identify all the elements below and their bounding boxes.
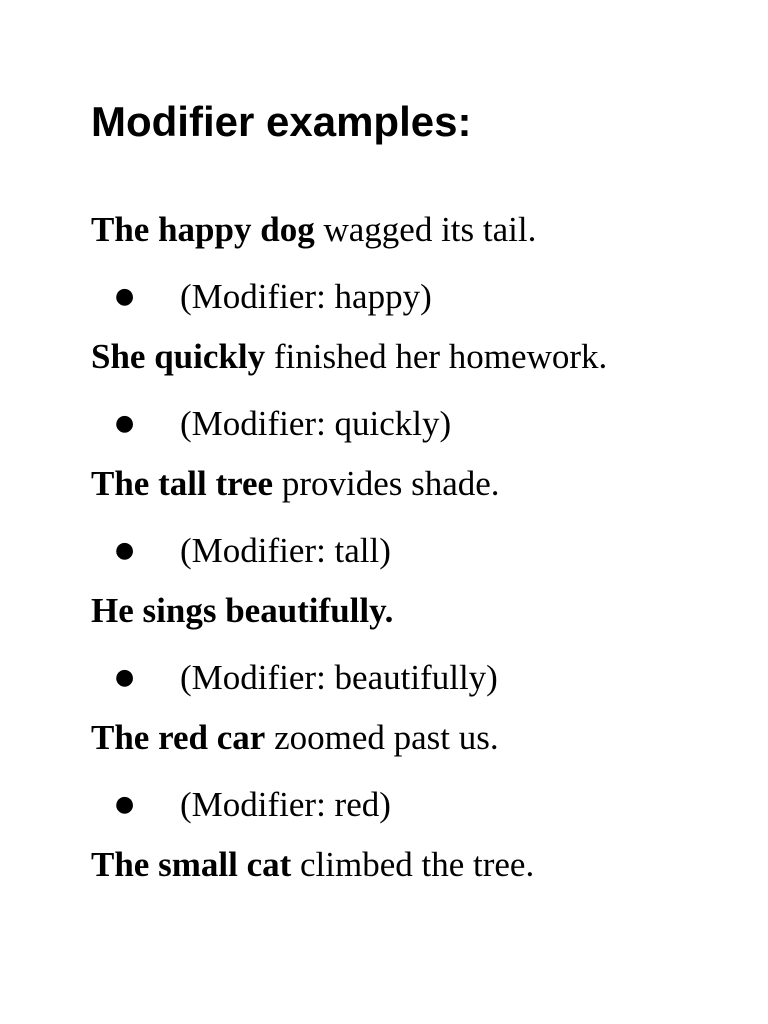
- modifier-note-text: (Modifier: happy): [180, 277, 432, 316]
- sentence-bold-part: The tall tree: [91, 464, 274, 503]
- sentence-rest: climbed the tree.: [291, 845, 535, 884]
- sentence-rest: wagged its tail.: [314, 210, 537, 249]
- bullet-icon: ●: [115, 665, 135, 690]
- example-sentence-2: [91, 337, 607, 377]
- example-sentence-5: [91, 718, 499, 758]
- sentence-rest: finished her homework.: [265, 337, 608, 376]
- modifier-note-text: (Modifier: beautifully): [180, 658, 498, 697]
- sentence-bold-part: She quickly: [91, 337, 266, 376]
- example-sentence-1: [91, 210, 536, 250]
- sentence-rest: zoomed past us.: [265, 718, 499, 757]
- document-title: Modifier examples:: [91, 98, 472, 145]
- bullet-icon: ●: [115, 284, 135, 309]
- example-sentence-4: [91, 591, 393, 631]
- example-sentence-6: [91, 845, 534, 885]
- sentence-bold-part: The red car: [91, 718, 266, 757]
- sentence-bold-part: He sings beautifully.: [91, 591, 394, 630]
- modifier-note-text: (Modifier: red): [180, 785, 391, 824]
- example-sentence-3: [91, 464, 500, 504]
- modifier-note-text: (Modifier: tall): [180, 531, 391, 570]
- sentence-bold-part: The small cat: [91, 845, 292, 884]
- modifier-note-text: (Modifier: quickly): [180, 404, 452, 443]
- bullet-icon: ●: [115, 792, 135, 817]
- sentence-bold-part: The happy dog: [91, 210, 315, 249]
- sentence-rest: provides shade.: [273, 464, 500, 503]
- bullet-icon: ●: [115, 538, 135, 563]
- bullet-icon: ●: [115, 411, 135, 436]
